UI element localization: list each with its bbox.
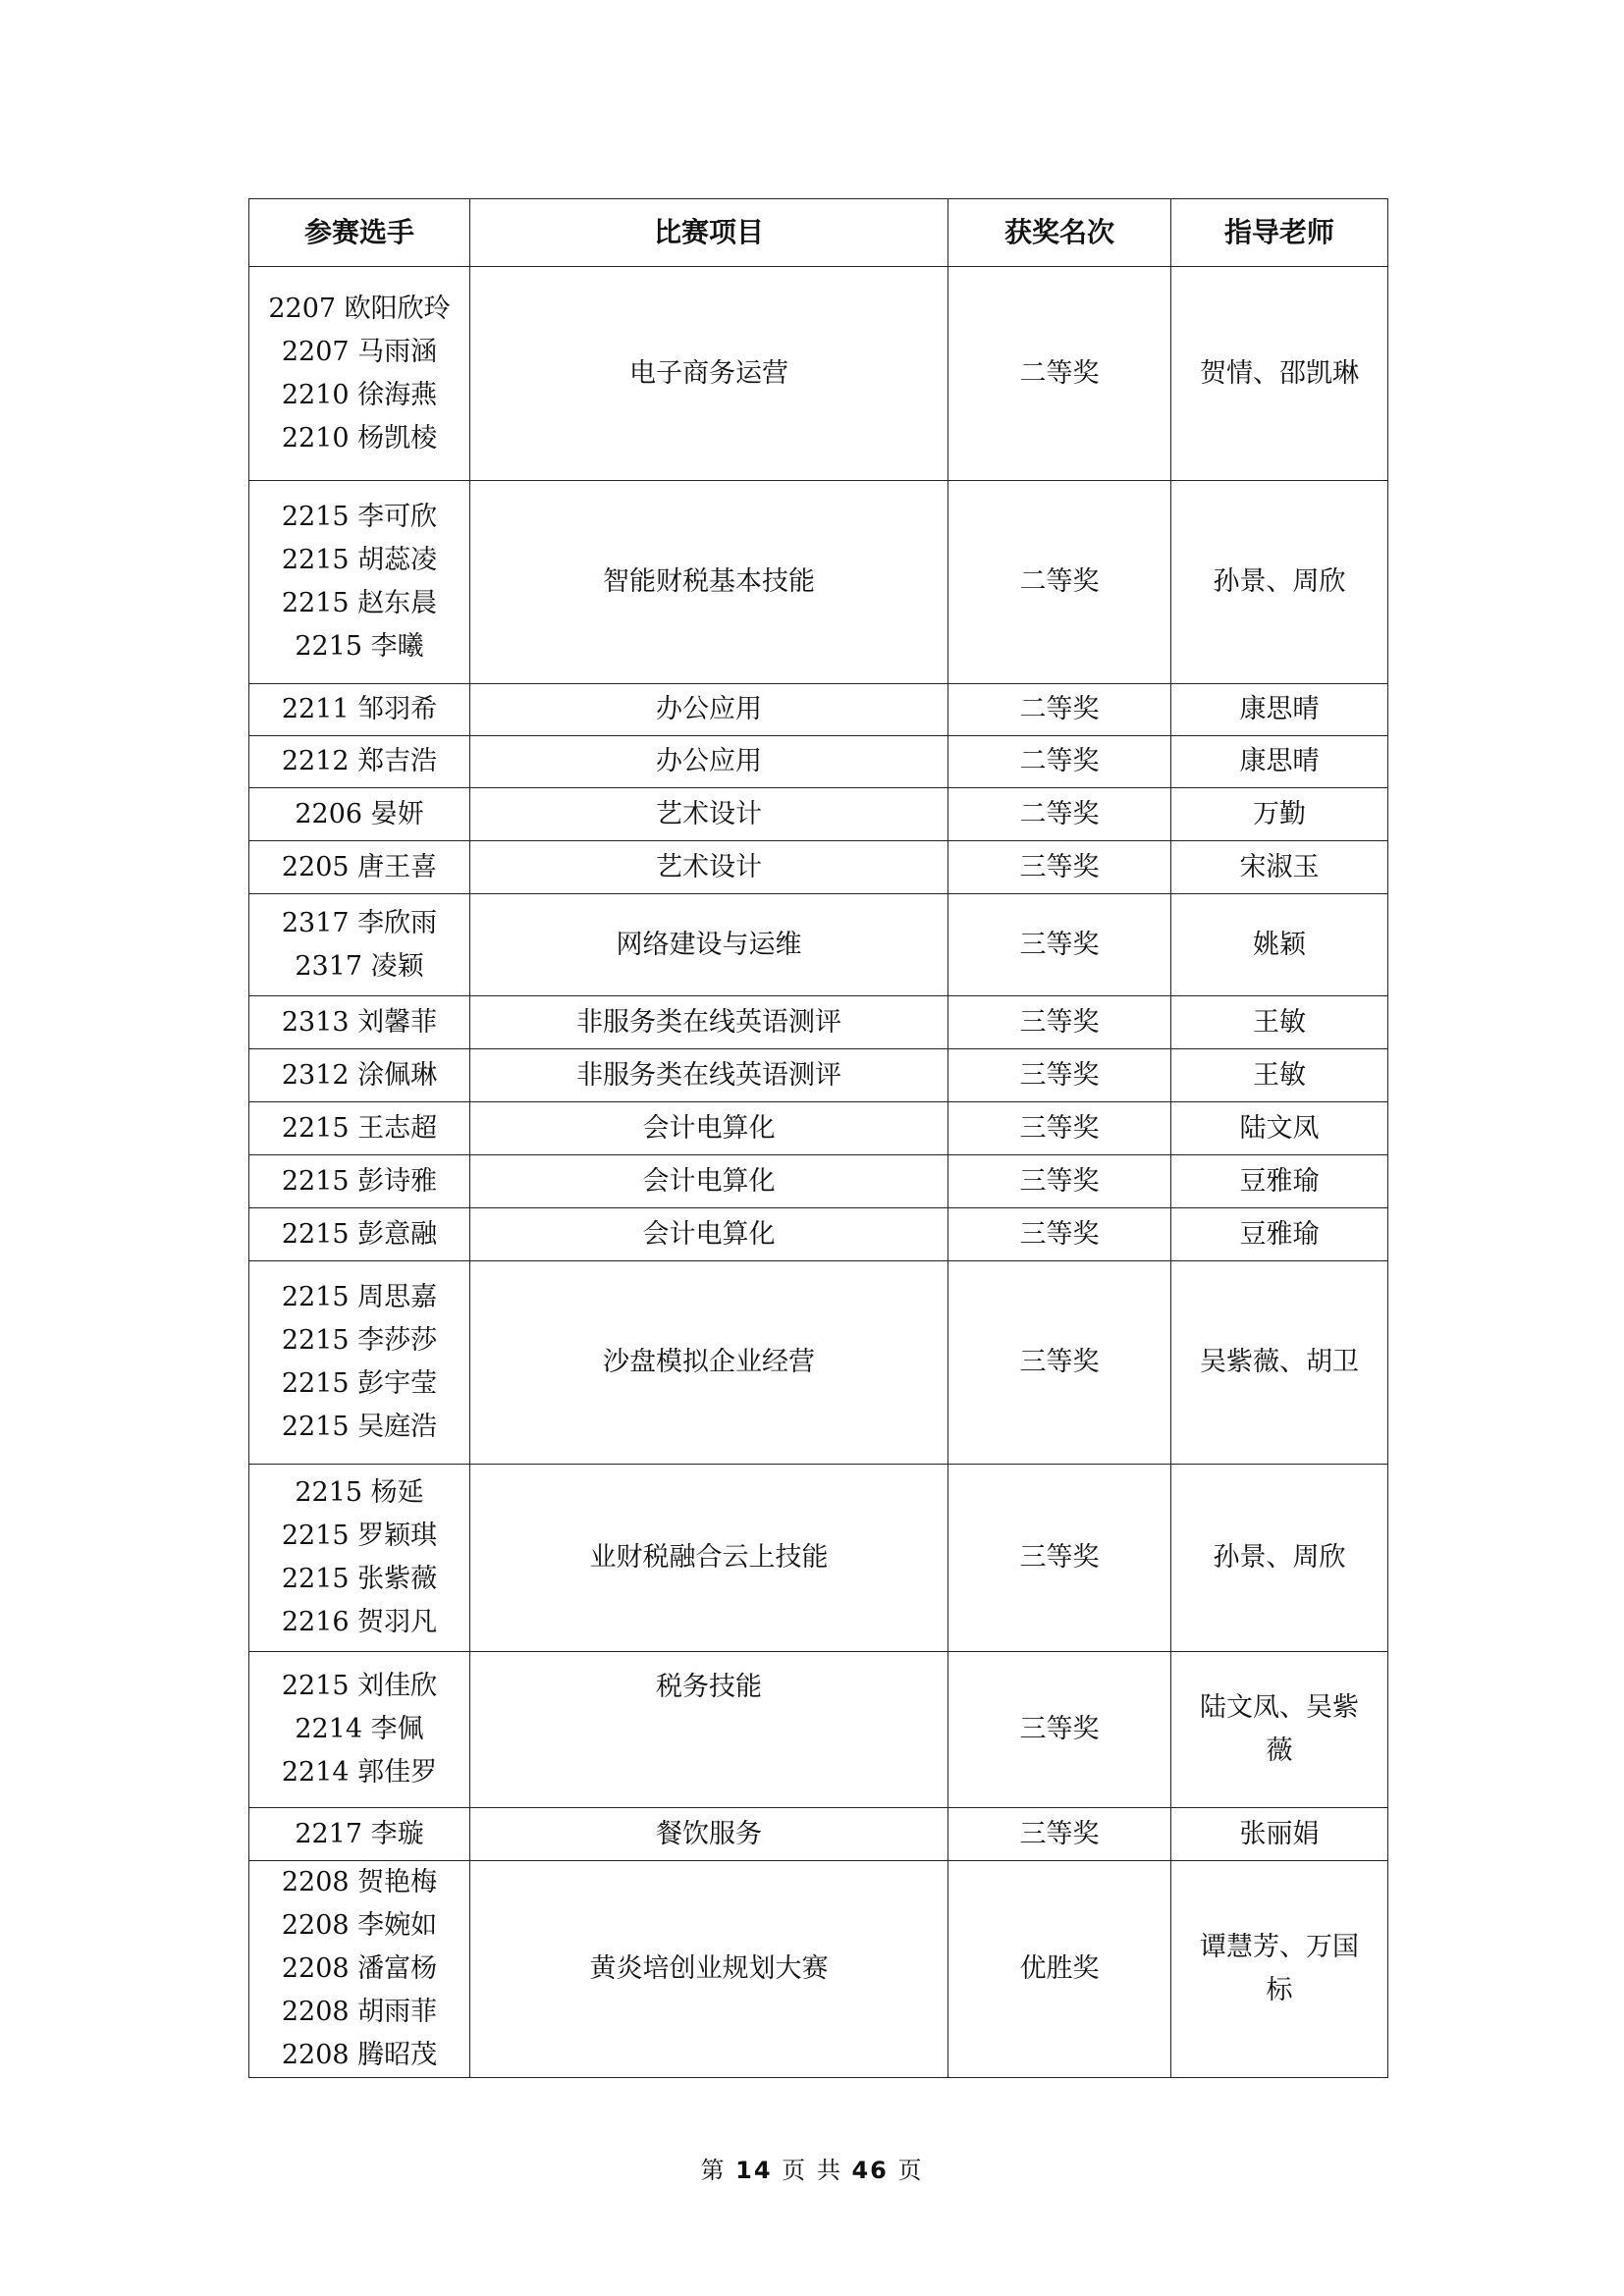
- event-label: 税务技能: [656, 1672, 762, 1702]
- table-row: [249, 1102, 1388, 1155]
- participants-cell: [249, 1652, 470, 1808]
- participants-cell: [249, 481, 470, 684]
- header-event: 比赛项目: [470, 199, 948, 267]
- teacher-cell: 姚颖: [1171, 894, 1388, 996]
- table-row: [249, 996, 1388, 1049]
- event-cell: [470, 1652, 948, 1808]
- award-cell: 三等奖: [948, 894, 1171, 996]
- participant-name: 2207 欧阳欣玲: [268, 293, 451, 324]
- event-cell: 电子商务运营: [470, 267, 948, 481]
- event-cell: 办公应用: [470, 684, 948, 736]
- table-row: [249, 1861, 1388, 2078]
- teacher-label: 陆文凤、吴紫薇: [1200, 1692, 1359, 1766]
- footer-page-number: 14: [735, 2157, 773, 2184]
- participant-name: 2208 李婉如: [281, 1910, 438, 1941]
- award-cell: 二等奖: [948, 267, 1171, 481]
- participant-name: 2214 郭佳罗: [281, 1757, 438, 1788]
- participants-cell: 2205 唐王喜: [249, 841, 470, 894]
- footer-page-unit: 页: [782, 2157, 808, 2184]
- participants-cell: 2313 刘馨菲: [249, 996, 470, 1049]
- participant-name: 2214 李佩: [295, 1714, 424, 1744]
- teacher-cell: 豆雅瑜: [1171, 1208, 1388, 1261]
- table-header-row: [249, 199, 1388, 267]
- table-row: [249, 894, 1388, 996]
- table-row: [249, 1155, 1388, 1208]
- teacher-cell: 豆雅瑜: [1171, 1155, 1388, 1208]
- participant-name: 2215 张紫薇: [281, 1564, 438, 1594]
- award-cell: 二等奖: [948, 481, 1171, 684]
- participant-name: 2210 杨凯棱: [281, 422, 438, 454]
- award-cell: 三等奖: [948, 841, 1171, 894]
- award-cell: 三等奖: [948, 1652, 1171, 1808]
- participants-cell: 2215 彭诗雅: [249, 1155, 470, 1208]
- table-row: [249, 481, 1388, 684]
- event-cell: 会计电算化: [470, 1102, 948, 1155]
- teacher-cell: [1171, 1861, 1388, 2078]
- participant-name: 2215 刘佳欣: [281, 1671, 438, 1701]
- teacher-cell: 孙景、周欣: [1171, 1465, 1388, 1652]
- awards-table: [248, 198, 1388, 2078]
- participants-cell: [249, 267, 470, 481]
- award-cell: 三等奖: [948, 1049, 1171, 1102]
- participants-cell: 2206 晏妍: [249, 788, 470, 841]
- teacher-cell: 张丽娟: [1171, 1808, 1388, 1861]
- teacher-cell: 王敏: [1171, 996, 1388, 1049]
- table-row: [249, 267, 1388, 481]
- event-cell: 沙盘模拟企业经营: [470, 1261, 948, 1465]
- participant-name: 2208 贺艳梅: [281, 1867, 438, 1897]
- participant-name: 2215 李曦: [295, 631, 424, 662]
- table-row: [249, 1049, 1388, 1102]
- participants-cell: [249, 894, 470, 996]
- participant-name: 2215 周思嘉: [281, 1282, 438, 1312]
- award-cell: 三等奖: [948, 1155, 1171, 1208]
- participant-name: 2215 赵东晨: [281, 588, 438, 618]
- participant-name: 2215 罗颖琪: [281, 1521, 438, 1551]
- table-row: [249, 1465, 1388, 1652]
- teacher-cell: 康思晴: [1171, 736, 1388, 788]
- table-row: [249, 788, 1388, 841]
- table-row: [249, 1261, 1388, 1465]
- award-cell: 三等奖: [948, 1208, 1171, 1261]
- table-row: [249, 841, 1388, 894]
- teacher-cell: 陆文凤: [1171, 1102, 1388, 1155]
- award-cell: 三等奖: [948, 1465, 1171, 1652]
- event-cell: 会计电算化: [470, 1208, 948, 1261]
- teacher-cell: 宋淑玉: [1171, 841, 1388, 894]
- header-award: 获奖名次: [948, 199, 1171, 267]
- participant-name: 2317 凌颖: [295, 950, 424, 982]
- participant-name: 2208 腾昭茂: [281, 2040, 438, 2070]
- participant-name: 2215 李莎莎: [281, 1325, 438, 1356]
- participants-cell: 2217 李璇: [249, 1808, 470, 1861]
- teacher-label: 谭慧芳、万国标: [1200, 1932, 1359, 2005]
- event-cell: 餐饮服务: [470, 1808, 948, 1861]
- participants-cell: 2215 彭意融: [249, 1208, 470, 1261]
- award-cell: 三等奖: [948, 1261, 1171, 1465]
- teacher-cell: 孙景、周欣: [1171, 481, 1388, 684]
- award-cell: 二等奖: [948, 788, 1171, 841]
- page-footer: [0, 2151, 1624, 2185]
- teacher-cell: 王敏: [1171, 1049, 1388, 1102]
- participants-cell: 2212 郑吉浩: [249, 736, 470, 788]
- participant-name: 2207 马雨涵: [281, 336, 438, 367]
- award-cell: 优胜奖: [948, 1861, 1171, 2078]
- teacher-cell: 康思晴: [1171, 684, 1388, 736]
- participant-name: 2215 杨延: [295, 1477, 424, 1508]
- participant-name: 2215 彭宇莹: [281, 1368, 438, 1399]
- award-cell: 三等奖: [948, 996, 1171, 1049]
- event-cell: 艺术设计: [470, 841, 948, 894]
- participant-name: 2208 胡雨菲: [281, 1997, 438, 2027]
- teacher-cell: [1171, 1652, 1388, 1808]
- participants-cell: 2215 王志超: [249, 1102, 470, 1155]
- participant-name: 2216 贺羽凡: [281, 1607, 438, 1637]
- footer-total-pages: 46: [851, 2157, 889, 2184]
- event-cell: 非服务类在线英语测评: [470, 1049, 948, 1102]
- participant-name: 2317 李欣雨: [281, 907, 438, 938]
- event-cell: 艺术设计: [470, 788, 948, 841]
- teacher-cell: 吴紫薇、胡卫: [1171, 1261, 1388, 1465]
- footer-page-label: 第: [700, 2157, 727, 2184]
- award-cell: 三等奖: [948, 1102, 1171, 1155]
- award-cell: 二等奖: [948, 684, 1171, 736]
- header-teacher: 指导老师: [1171, 199, 1388, 267]
- table-row: [249, 1208, 1388, 1261]
- participant-name: 2215 李可欣: [281, 502, 438, 532]
- award-cell: 三等奖: [948, 1808, 1171, 1861]
- event-cell: 非服务类在线英语测评: [470, 996, 948, 1049]
- participants-cell: [249, 1861, 470, 2078]
- teacher-cell: 万勤: [1171, 788, 1388, 841]
- participants-cell: [249, 1465, 470, 1652]
- event-cell: 会计电算化: [470, 1155, 948, 1208]
- event-cell: 智能财税基本技能: [470, 481, 948, 684]
- participants-cell: 2312 涂佩琳: [249, 1049, 470, 1102]
- participants-cell: [249, 1261, 470, 1465]
- event-cell: 业财税融合云上技能: [470, 1465, 948, 1652]
- table-row: [249, 684, 1388, 736]
- footer-total-unit: 页: [897, 2157, 924, 2184]
- participant-name: 2210 徐海燕: [281, 379, 438, 410]
- table-row: [249, 1652, 1388, 1808]
- event-cell: 办公应用: [470, 736, 948, 788]
- participant-name: 2208 潘富杨: [281, 1953, 438, 1984]
- participants-cell: 2211 邹羽希: [249, 684, 470, 736]
- header-participants: 参赛选手: [249, 199, 470, 267]
- award-cell: 二等奖: [948, 736, 1171, 788]
- table-row: [249, 736, 1388, 788]
- participant-name: 2215 胡蕊凌: [281, 545, 438, 575]
- teacher-cell: 贺情、邵凯琳: [1171, 267, 1388, 481]
- footer-total-label: 共: [816, 2157, 842, 2184]
- event-cell: 网络建设与运维: [470, 894, 948, 996]
- event-cell: 黄炎培创业规划大赛: [470, 1861, 948, 2078]
- participant-name: 2215 吴庭浩: [281, 1412, 438, 1442]
- table-row: [249, 1808, 1388, 1861]
